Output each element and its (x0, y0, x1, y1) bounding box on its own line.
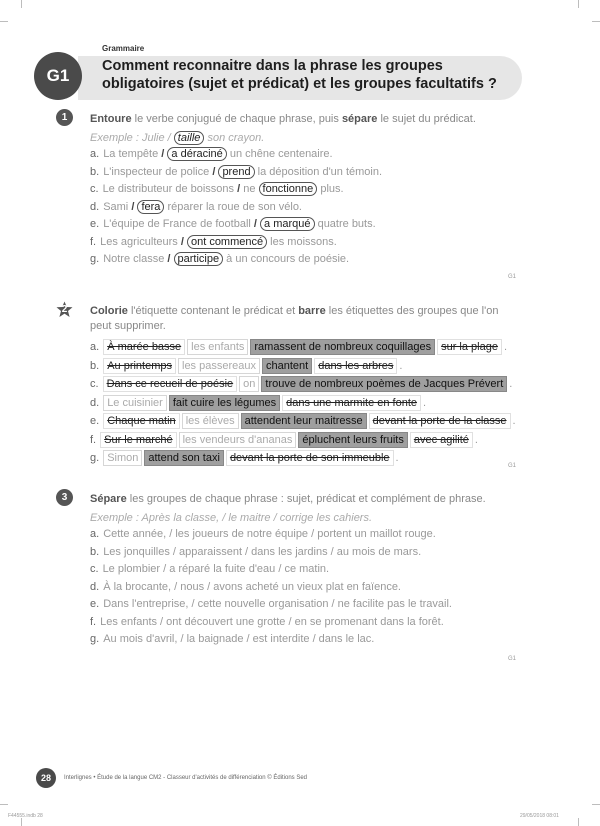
crop-mark (578, 818, 579, 826)
removable-tag[interactable]: À marée basse (103, 339, 185, 355)
circled-verb: participe (174, 252, 224, 266)
circled-verb: fera (137, 200, 164, 214)
tag-line: e. Chaque matin les élèves attendent leur maitresse devant la porte de la classe . (90, 415, 516, 427)
exercise-number: 2 (56, 301, 73, 318)
exercise-instruction: Entoure le verbe conjugué de chaque phrase, puis sépare le sujet du prédicat. (90, 113, 476, 125)
subject-tag[interactable]: Le cuisinier (103, 395, 167, 411)
circled-verb: taille (174, 131, 205, 145)
removable-tag[interactable]: avec agilité (410, 432, 473, 448)
tag-line: a. À marée basse les enfants ramassent de nombreux coquillages sur la plage . (90, 341, 508, 353)
removable-tag[interactable]: devant la porte de la classe (369, 413, 511, 429)
sentence-line: c. Le distributeur de boissons / ne fonctionne plus. (90, 183, 344, 195)
crop-mark (592, 804, 600, 805)
example-sentence: Exemple : Après la classe, / le maitre / corrige les cahiers. (90, 512, 373, 524)
removable-tag[interactable]: Sur le marché (100, 432, 176, 448)
sentence-line: c. Le plombier / a réparé la fuite d'eau / ce matin. (90, 563, 330, 575)
circled-verb: prend (218, 165, 254, 179)
sentence-line: b. Les jonquilles / apparaissent / dans les jardins / au mois de mars. (90, 545, 422, 558)
tag-line: d. Le cuisinier fait cuire les légumes dans une marmite en fonte . (90, 396, 427, 409)
sentence-line: b. L'inspecteur de police / prend la déposition d'un témoin. (90, 165, 383, 178)
example-sentence: Exemple : Julie / taille son crayon. (90, 132, 265, 144)
crop-mark (21, 818, 22, 826)
subject-tag[interactable]: Simon (103, 450, 142, 466)
sentence-list (66, 526, 516, 649)
predicate-tag[interactable]: chantent (262, 358, 312, 374)
removable-tag[interactable]: sur la plage (437, 339, 502, 355)
predicate-tag[interactable]: trouve de nombreux poèmes de Jacques Prévert (261, 376, 507, 392)
exercise-1 (61, 112, 516, 269)
circled-verb: ont commencé (187, 235, 267, 249)
predicate-tag[interactable]: épluchent leurs fruits (298, 432, 408, 448)
sentence-line: f. Les agriculteurs / ont commencé les moissons. (90, 235, 337, 248)
exercise-number: 3 (56, 489, 73, 506)
sentence-line: d. Sami / fera réparer la roue de son vélo. (90, 200, 302, 213)
exercise-instruction: Sépare les groupes de chaque phrase : sujet, prédicat et complément de phrase. (90, 493, 486, 505)
tag-line: f. Sur le marché les vendeurs d'ananas épluchent leurs fruits avec agilité . (90, 433, 478, 446)
sentence-line: d. À la brocante, / nous / avons acheté un vieux plat en faïence. (90, 580, 401, 593)
predicate-tag[interactable]: attendent leur maitresse (241, 413, 367, 429)
exercise-number: 1 (56, 109, 73, 126)
sentence-line: e. Dans l'entreprise, / cette nouvelle organisation / ne facilite pas le travail. (90, 598, 452, 610)
removable-tag[interactable]: Au printemps (103, 358, 176, 374)
removable-tag[interactable]: Chaque matin (103, 413, 180, 429)
tag-line: g. Simon attend son taxi devant la porte de son immeuble . (90, 452, 399, 464)
crop-mark (0, 21, 8, 22)
tag-line: c. Dans ce recueil de poésie on trouve de nombreux poèmes de Jacques Prévert . (90, 378, 513, 390)
lesson-header (34, 44, 522, 100)
subject-tag[interactable]: les passereaux (178, 358, 260, 374)
exercise-2 (61, 304, 516, 468)
sentence-line: f. Les enfants / ont découvert une grotte / en se promenant dans la forêt. (90, 615, 444, 628)
sentence-line: a. La tempête / a déraciné un chêne centenaire. (90, 148, 333, 160)
tag-line: b. Au printemps les passereaux chantent dans les arbres . (90, 359, 403, 372)
lesson-reference: G1 (508, 463, 517, 469)
predicate-tag[interactable]: fait cuire les légumes (169, 395, 280, 411)
subject-tag[interactable]: les enfants (187, 339, 248, 355)
crop-mark (0, 804, 8, 805)
tag-list (66, 338, 516, 468)
sentence-list (66, 146, 516, 269)
predicate-tag[interactable]: ramassent de nombreux coquillages (250, 339, 435, 355)
removable-tag[interactable]: devant la porte de son immeuble (226, 450, 394, 466)
lesson-reference: G1 (508, 274, 517, 280)
file-info-left: F44555.indb 28 (8, 813, 43, 819)
removable-tag[interactable]: dans une marmite en fonte (282, 395, 421, 411)
removable-tag[interactable]: dans les arbres (314, 358, 397, 374)
predicate-tag[interactable]: attend son taxi (144, 450, 224, 466)
footer-text: Interlignes • Étude de la langue CM2 - Classeur d'activités de différenciation © Éditions Sed (64, 775, 308, 781)
exercise-instruction: Colorie l'étiquette contenant le prédicat et barre les étiquettes des groupes que l'on peut supprimer. (90, 305, 499, 332)
exercise-3 (61, 492, 516, 649)
page-number: 28 (36, 768, 56, 788)
file-info-right: 29/05/2018 08:01 (520, 813, 559, 819)
page-title: Comment reconnaitre dans la phrase les groupes obligatoires (sujet et prédicat) et les groupes facultatifs ? (102, 58, 497, 92)
circled-verb: fonctionne (259, 182, 318, 196)
sentence-line: a. Cette année, / les joueurs de notre équipe / portent un maillot rouge. (90, 528, 436, 540)
removable-tag[interactable]: Dans ce recueil de poésie (103, 376, 238, 392)
subject-tag[interactable]: les vendeurs d'ananas (179, 432, 297, 448)
subject-tag[interactable]: on (239, 376, 259, 392)
lesson-reference: G1 (508, 656, 517, 662)
lesson-badge: G1 (34, 52, 82, 100)
sentence-line: g. Notre classe / participe à un concours de poésie. (90, 253, 350, 265)
crop-mark (578, 0, 579, 8)
circled-verb: a marqué (260, 217, 314, 231)
section-label: Grammaire (102, 44, 145, 53)
crop-mark (21, 0, 22, 8)
sentence-line: e. L'équipe de France de football / a marqué quatre buts. (90, 218, 376, 230)
subject-tag[interactable]: les élèves (182, 413, 239, 429)
sentence-line: g. Au mois d'avril, / la baignade / est interdite / dans le lac. (90, 633, 375, 645)
circled-verb: a déraciné (167, 147, 226, 161)
crop-mark (592, 21, 600, 22)
